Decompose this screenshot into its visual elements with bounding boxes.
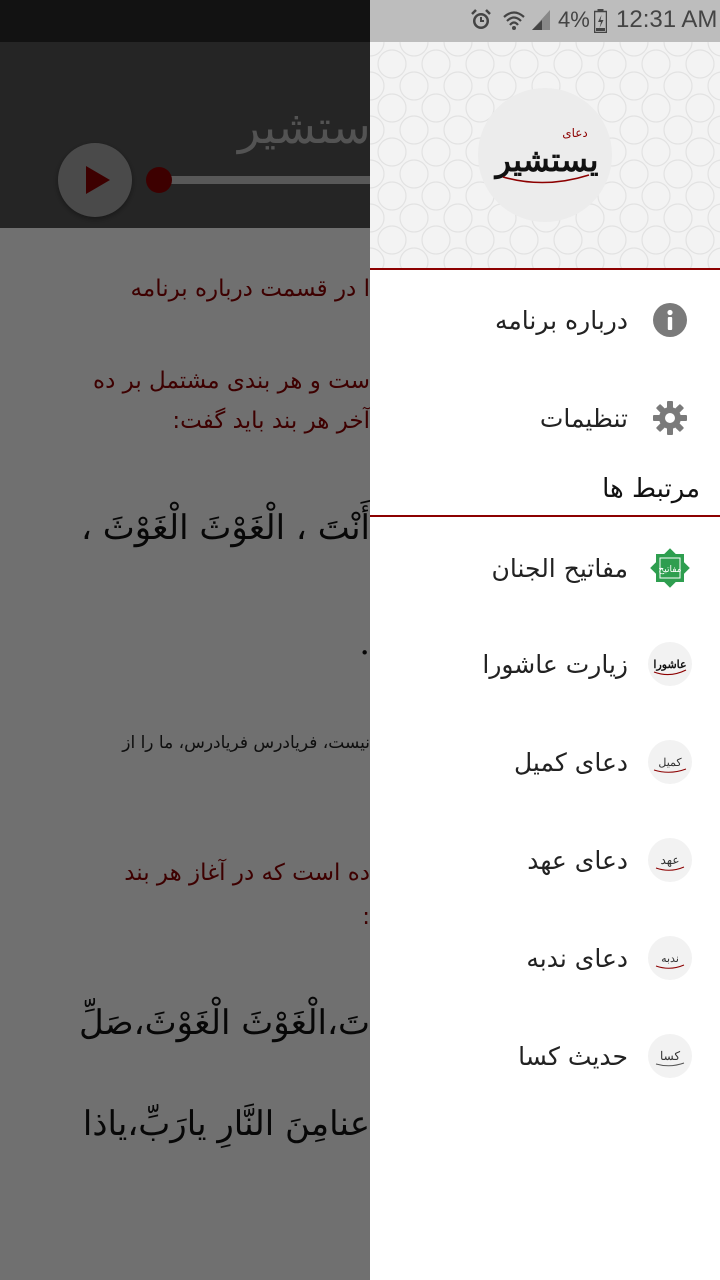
menu-item-about[interactable] [370,280,720,360]
info-icon [650,300,690,340]
status-time: 12:31 AM [616,6,718,33]
logo-calligraphy [485,115,605,195]
hadith-kisa-icon [648,1034,692,1078]
related-label: حدیث کسا [518,1041,628,1071]
logo-text: یستشیر [495,141,599,179]
related-item-ziarat-ashura[interactable] [370,624,720,704]
related-item-doa-kumeil[interactable] [370,722,720,802]
related-label: دعای کمیل [513,747,628,777]
doa-ahd-icon [648,838,692,882]
logo-small-text: دعای [562,126,588,140]
related-label: مفاتیح الجنان [491,553,628,583]
svg-text:کمیل: کمیل [658,756,682,769]
section-title-related: مرتبط ها [602,474,700,504]
drawer-header [370,42,720,270]
header-divider [370,268,720,270]
svg-text:مفاتیح: مفاتیح [658,565,682,575]
menu-label: تنظیمات [539,403,628,433]
svg-text:کسا: کسا [659,1049,681,1063]
related-item-mafatih[interactable] [370,528,720,608]
gear-icon [650,398,690,438]
doa-nodbe-icon [648,936,692,980]
status-bar [370,0,720,42]
battery-percent: 4% [558,7,590,32]
menu-label: درباره برنامه [494,305,628,335]
doa-kumeil-icon [648,740,692,784]
related-label: دعای ندبه [526,943,628,973]
section-divider [370,515,720,517]
menu-item-settings[interactable] [370,378,720,458]
battery-icon [594,9,607,33]
alarm-icon [470,8,492,32]
related-item-doa-ahd[interactable] [370,820,720,900]
signal-icon [530,8,552,32]
navigation-drawer [370,42,720,1280]
ziarat-ashura-icon [648,642,692,686]
related-item-hadith-kisa[interactable] [370,1016,720,1096]
svg-text:عهد: عهد [660,853,680,867]
svg-text:ندبه: ندبه [661,952,679,965]
svg-text:عاشورا: عاشورا [653,658,687,671]
app-logo [478,88,612,222]
related-label: زیارت عاشورا [482,649,628,679]
related-item-doa-nodbe[interactable] [370,918,720,998]
wifi-icon [502,8,526,32]
related-label: دعای عهد [527,845,628,875]
mafatih-icon [648,546,692,590]
